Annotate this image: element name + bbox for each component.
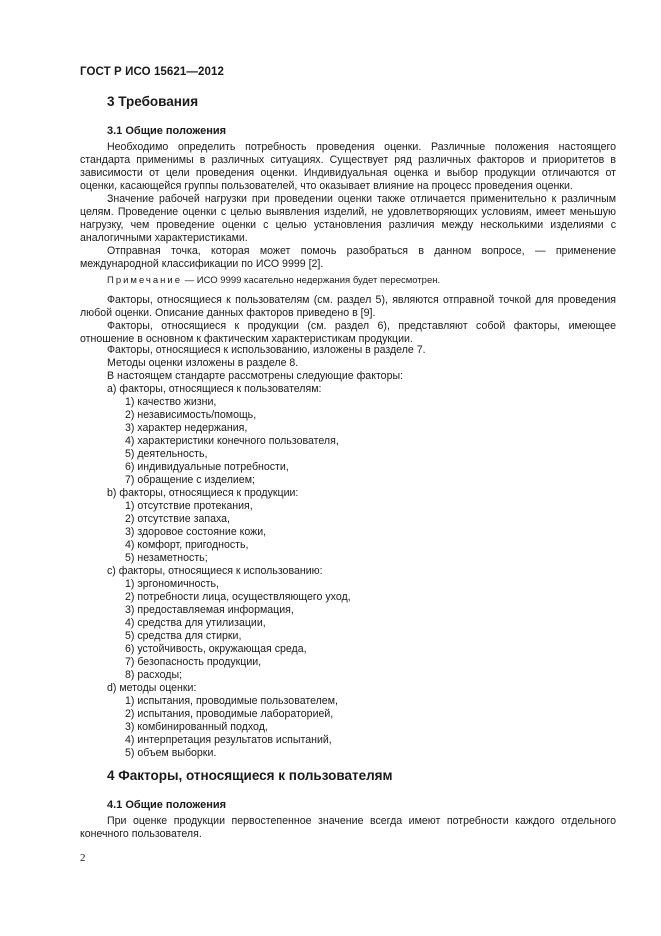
paragraph-3-1-d: Факторы, относящиеся к пользователям (см. раздел 5), являются отправной точкой для проведения любой оценки. Описание данных факторов приведено в [9]. — [80, 294, 616, 319]
section-4-1-title: 4.1 Общие положения — [107, 799, 227, 811]
list-item: 1) эргономичность, — [125, 578, 219, 590]
list-item: 2) испытания, проводимые лабораторией, — [125, 708, 334, 720]
list-item: 5) деятельность, — [125, 448, 208, 460]
list-b-label: b) факторы, относящиеся к продукции: — [107, 487, 299, 499]
section-4-title: 4 Факторы, относящиеся к пользователям — [107, 768, 393, 783]
document-code-header: ГОСТ Р ИСО 15621—2012 — [80, 66, 225, 78]
paragraph-4-1-a: При оценке продукции первостепенное значение всегда имеют потребности каждого отдельного конечного пользователя. — [80, 815, 616, 840]
list-item: 8) расходы; — [125, 669, 183, 681]
note-label: Примечание — [107, 275, 182, 286]
list-item: 6) устойчивость, окружающая среда, — [125, 643, 307, 655]
list-item: 7) обращение с изделием; — [125, 474, 255, 486]
list-item: 3) предоставляемая информация, — [125, 604, 294, 616]
paragraph-3-1-g: Методы оценки изложены в разделе 8. — [107, 357, 299, 369]
list-item: 5) объем выборки. — [125, 747, 217, 759]
paragraph-3-1-e: Факторы, относящиеся к продукции (см. раздел 6), представляют собой факторы, имеющее отношение в основном к фактическим характеристикам продукции. — [80, 320, 616, 345]
section-3-1-title: 3.1 Общие положения — [107, 125, 227, 137]
paragraph-3-1-a: Необходимо определить потребность проведения оценки. Различные положения настоящего стандарта применимы в различных ситуациях. Существует ряд различных факторов и приоритетов в зависимости от цели проведения оценки. Индивидуальная оценка и выбор продукции отличаются от оценки, касающейся группы пользователей, что оказывает влияние на процесс проведения оценки. — [80, 141, 616, 192]
list-item: 1) отсутствие протекания, — [125, 500, 253, 512]
list-item: 3) комбинированный подход, — [125, 721, 268, 733]
paragraph-3-1-b: Значение рабочей нагрузки при проведении оценки также отличается применительно к различным целям. Проведение оценки с целью выявления изделий, не удовлетворяющих условиям, имеет меньшую нагрузку, чем проведение оценки с целью установления различия между несколькими изделиями с аналогичными характеристиками. — [80, 193, 616, 244]
list-item: 6) индивидуальные потребности, — [125, 461, 289, 473]
paragraph-3-1-f: Факторы, относящиеся к использованию, изложены в разделе 7. — [107, 344, 426, 356]
note — [107, 275, 440, 286]
list-item: 1) качество жизни, — [125, 396, 217, 408]
paragraph-3-1-h: В настоящем стандарте рассмотрены следующие факторы: — [107, 370, 404, 382]
page-number: 2 — [80, 852, 86, 864]
paragraph-3-1-c: Отправная точка, которая может помочь разобраться в данном вопросе, — применение международной классификации по ИСО 9999 [2]. — [80, 245, 616, 270]
list-item: 2) независимость/помощь, — [125, 409, 257, 421]
list-item: 1) испытания, проводимые пользователем, — [125, 695, 338, 707]
list-item: 3) здоровое состояние кожи, — [125, 526, 267, 538]
list-a-label: а) факторы, относящиеся к пользователям: — [107, 383, 322, 395]
list-item: 4) средства для утилизации, — [125, 617, 266, 629]
list-item: 4) комфорт, пригодность, — [125, 539, 249, 551]
list-item: 2) отсутствие запаха, — [125, 513, 231, 525]
list-c-label: c) факторы, относящиеся к использованию: — [107, 565, 323, 577]
list-item: 4) интерпретация результатов испытаний, — [125, 734, 332, 746]
list-item: 2) потребности лица, осуществляющего уход, — [125, 591, 351, 603]
list-item: 5) средства для стирки, — [125, 630, 242, 642]
note-text: — ИСО 9999 касательно недержания будет пересмотрен. — [182, 275, 441, 286]
list-item: 7) безопасность продукции, — [125, 656, 262, 668]
list-item: 4) характеристики конечного пользователя, — [125, 435, 339, 447]
list-d-label: d) методы оценки: — [107, 682, 197, 694]
list-item: 3) характер недержания, — [125, 422, 248, 434]
list-item: 5) незаметность; — [125, 552, 208, 564]
section-3-title: 3 Требования — [107, 94, 199, 109]
